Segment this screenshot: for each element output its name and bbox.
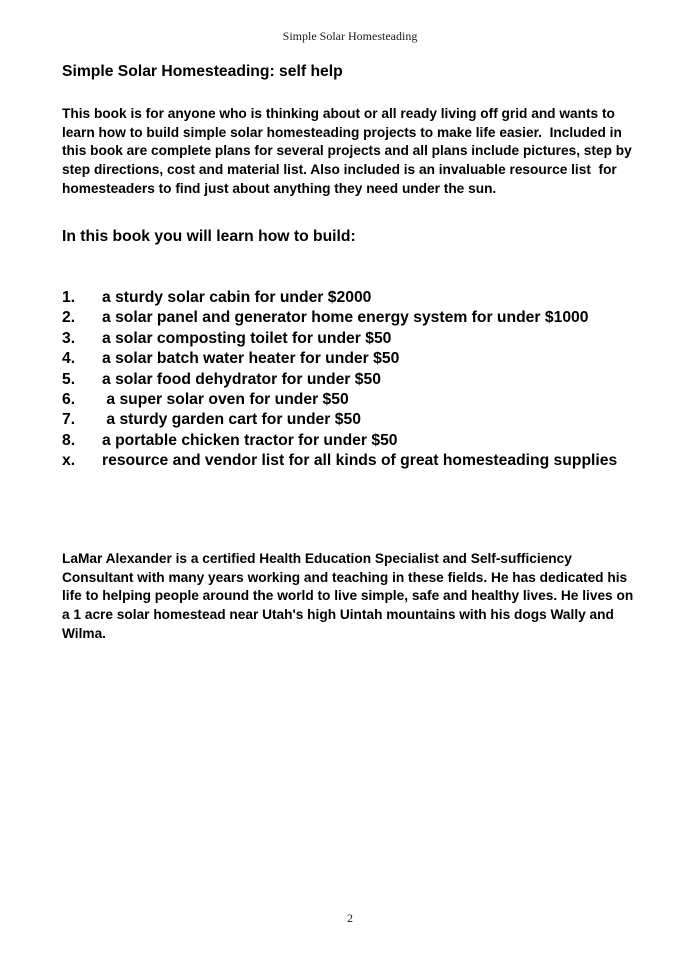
list-item (62, 308, 672, 328)
list-item-marker: 6. (62, 391, 76, 409)
list-item-text: a portable chicken tractor for under $50 (102, 431, 398, 449)
build-list (62, 288, 672, 472)
section-heading: In this book you will learn how to build: (62, 228, 356, 245)
page-number: 2 (347, 911, 353, 925)
list-item-text: resource and vendor list for all kinds of great homesteading supplies (102, 452, 618, 470)
author-bio-paragraph: LaMar Alexander is a certified Health Education Specialist and Self-sufficiency Consultant with many years working and teaching in these fields. He has dedicated his life to helping people around the world to live simple, safe and healthy lives. He lives on a 1 acre solar homestead near Utah's high Uintah mountains with his dogs Wally and Wilma. (62, 551, 638, 641)
list-item (62, 451, 672, 471)
intro-paragraph: This book is for anyone who is thinking about or all ready living off grid and wants to learn how to build simple solar homesteading projects to make life easier. Included in this book are complete plans for several projects and all plans include pictures, step by step directions, cost and material list. Also included is an invaluable resource list for homesteaders to find just about anything they need under the sun. (62, 106, 636, 196)
page-title: Simple Solar Homesteading: self help (62, 63, 343, 80)
list-item (62, 329, 672, 349)
list-item-text: a solar panel and generator home energy system for under $1000 (102, 309, 589, 327)
list-item (62, 349, 672, 369)
list-item-text: a solar food dehydrator for under $50 (102, 370, 381, 388)
list-item-text: a sturdy solar cabin for under $2000 (102, 289, 372, 306)
list-item (62, 390, 672, 410)
list-item-marker: 4. (62, 350, 76, 368)
list-item-marker: 3. (62, 329, 76, 347)
list-item-marker: 7. (62, 411, 76, 429)
list-item (62, 431, 672, 451)
list-item (62, 288, 672, 308)
list-item-text: a sturdy garden cart for under $50 (102, 411, 361, 429)
list-item-marker: 2. (62, 309, 76, 327)
list-item-marker: 8. (62, 431, 76, 449)
list-item (62, 410, 672, 430)
list-item-marker: 1. (62, 289, 76, 306)
list-item-text: a solar composting toilet for under $50 (102, 329, 392, 347)
running-header: Simple Solar Homesteading (282, 29, 418, 43)
list-item-text: a solar batch water heater for under $50 (102, 350, 400, 368)
list-item-marker: x. (62, 452, 76, 470)
list-item-text: a super solar oven for under $50 (102, 391, 349, 409)
list-item (62, 370, 672, 390)
list-item-marker: 5. (62, 370, 76, 388)
